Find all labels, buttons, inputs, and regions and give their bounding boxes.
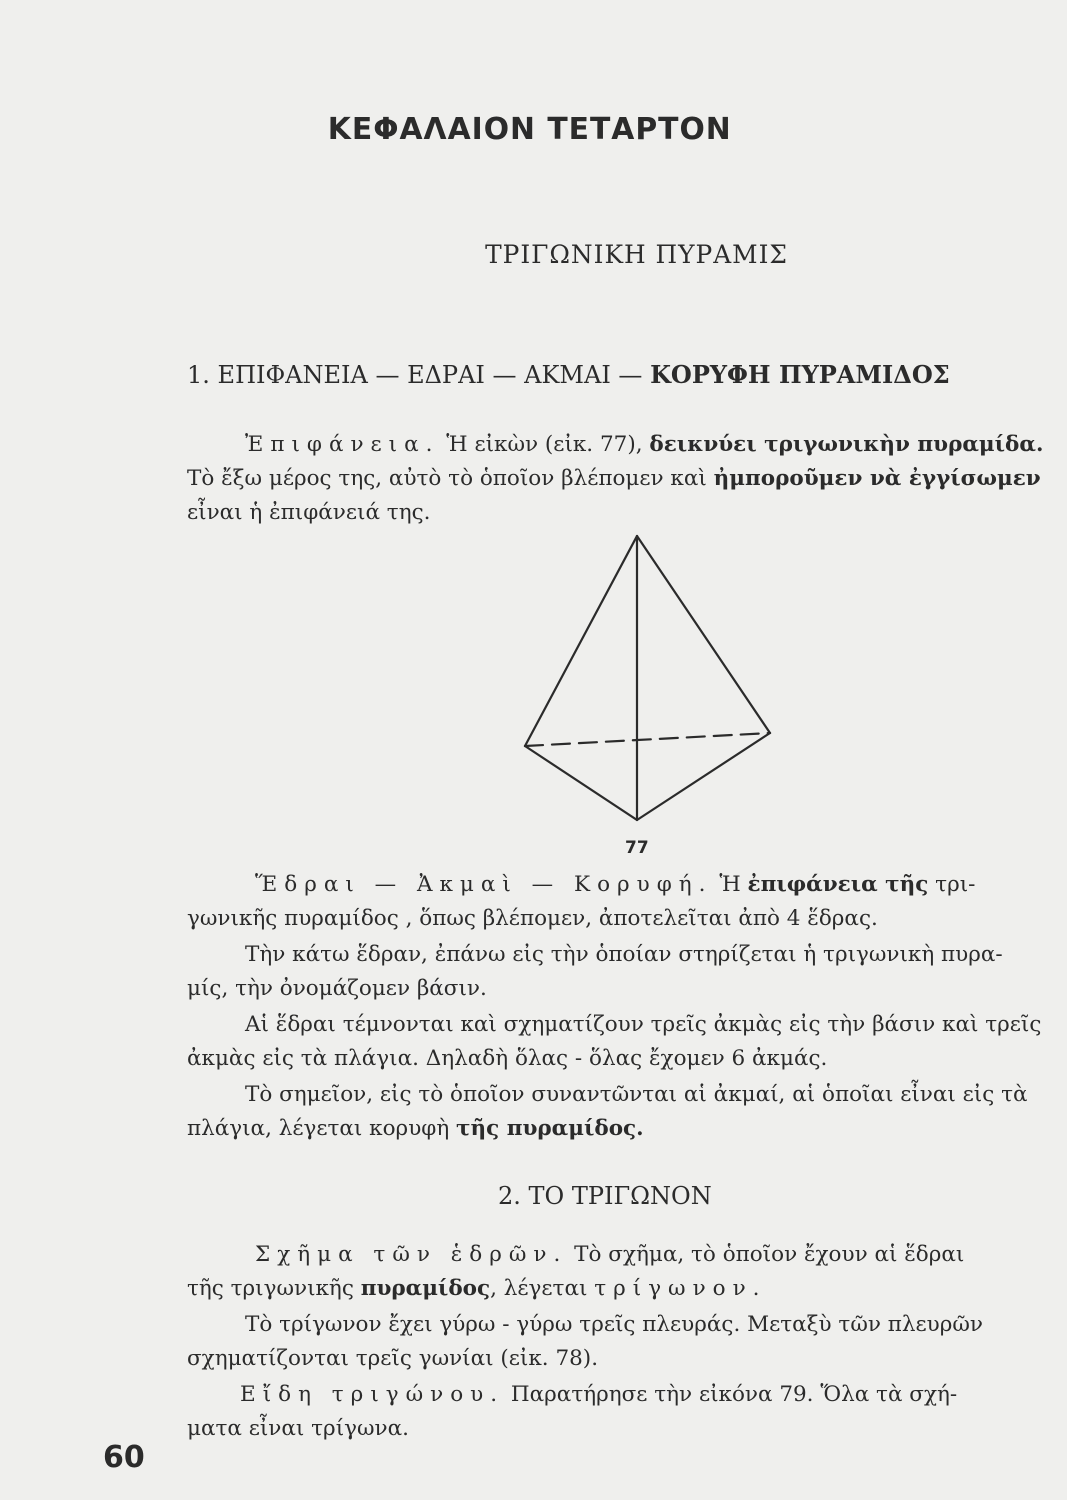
pyramid-figure	[515, 528, 785, 838]
edge-left-lateral	[525, 536, 637, 746]
page-number: 60	[103, 1440, 145, 1475]
term-trigonon: τρίγωνον.	[594, 1276, 767, 1301]
term-edrai: Ἕδραι — Ἀκμαὶ — Κορυφή.	[255, 872, 713, 897]
section-1-heading	[187, 360, 950, 389]
epifaneia-line-1-bold: δεικνύει τριγωνικὴν πυραμίδα.	[649, 432, 1044, 457]
edge-base-front-right	[637, 733, 770, 820]
edrai-line-1-end: τρι-	[928, 872, 976, 897]
section-2-number: 2.	[498, 1182, 521, 1210]
term-eidi: Εἴδη τριγώνου.	[240, 1382, 505, 1407]
eidi-line-2: ματα εἶναι τρίγωνα.	[187, 1416, 409, 1441]
term-schima: Σχῆμα τῶν ἑδρῶν.	[255, 1242, 568, 1267]
epifaneia-line-2-plain: Τὸ ἔξω μέρος της, αὐτὸ τὸ ὁποῖον βλέπομεν καὶ	[187, 466, 714, 491]
epifaneia-line-2-bold: ἠμποροῦμεν νὰ ἐγγίσωμεν	[713, 466, 1041, 491]
akmai-line-2: ἀκμὰς εἰς τὰ πλάγια. Δηλαδὴ ὅλας - ὅλας ἔχομεν 6 ἀκμάς.	[187, 1046, 828, 1071]
figure-number: 77	[625, 838, 649, 858]
koryfi-line-2-plain: πλάγια, λέγεται κορυφὴ	[187, 1116, 457, 1141]
koryfi-line-1: Τὸ σημεῖον, εἰς τὸ ὁποῖον συναντῶνται αἱ ἀκμαί, αἱ ὁποῖαι εἶναι εἰς τὰ	[245, 1082, 1028, 1107]
edrai-line-1-plain: Ἡ	[712, 872, 748, 897]
base-line-2: μίς, τὴν ὀνομάζομεν βάσιν.	[187, 976, 487, 1001]
edrai-line-1-bold: ἐπιφάνεια τῆς	[747, 872, 929, 897]
epifaneia-line-3: εἶναι ἡ ἐπιφάνειά της.	[187, 500, 431, 525]
edrai-line-1	[255, 872, 975, 897]
trigonon-line-2	[187, 1276, 767, 1301]
trigonon-line-2-mid: , λέγεται	[490, 1276, 595, 1301]
epifaneia-line-1	[245, 432, 1043, 457]
subtitle: ΤΡΙΓΩΝΙΚΗ ΠΥΡΑΜΙΣ	[485, 240, 788, 269]
eidi-line-1	[240, 1382, 957, 1407]
section-1-heading-bold: ΚΟΡΥΦΗ ΠΥΡΑΜΙΔΟΣ	[650, 360, 950, 389]
section-2-title: ΤΟ ΤΡΙΓΩΝΟΝ	[528, 1182, 712, 1210]
trigonon-line-2-plain: τῆς τριγωνικῆς	[187, 1276, 361, 1301]
term-epifaneia: Ἐπιφάνεια.	[245, 432, 440, 457]
section-2-heading	[498, 1182, 712, 1210]
pleures-line-2: σχηματίζονται τρεῖς γωνίαι (εἰκ. 78).	[187, 1346, 599, 1371]
section-1-heading-plain: ΕΠΙΦΑΝΕΙΑ — ΕΔΡΑΙ — ΑΚΜΑΙ —	[217, 361, 651, 389]
edge-right-lateral	[637, 536, 770, 733]
akmai-line-1: Αἱ ἕδραι τέμνονται καὶ σχηματίζουν τρεῖς ἀκμὰς εἰς τὴν βάσιν καὶ τρεῖς	[245, 1012, 1042, 1037]
epifaneia-line-2	[187, 466, 1041, 491]
trigonon-line-2-bold: πυραμίδος	[360, 1276, 491, 1301]
trigonon-line-1-rest: Τὸ σχῆμα, τὸ ὁποῖον ἔχουν αἱ ἕδραι	[567, 1242, 965, 1267]
epifaneia-line-1-plain: Ἡ εἰκὼν (εἰκ. 77),	[439, 432, 650, 457]
edge-base-front-left	[525, 746, 637, 820]
pleures-line-1: Τὸ τρίγωνον ἔχει γύρω - γύρω τρεῖς πλευράς. Μεταξὺ τῶν πλευρῶν	[245, 1312, 983, 1337]
edrai-line-2: γωνικῆς πυραμίδος , ὅπως βλέπομεν, ἀποτελεῖται ἀπὸ 4 ἕδρας.	[187, 906, 878, 931]
edge-base-hidden	[525, 733, 770, 746]
section-1-number: 1.	[187, 361, 210, 389]
koryfi-line-2-bold: τῆς πυραμίδος.	[456, 1116, 644, 1141]
koryfi-line-2	[187, 1116, 644, 1141]
chapter-title: ΚΕΦΑΛΑΙΟΝ ΤΕΤΑΡΤΟΝ	[327, 112, 732, 147]
base-line-1: Τὴν κάτω ἕδραν, ἐπάνω εἰς τὴν ὁποίαν στηρίζεται ἡ τριγωνικὴ πυρα-	[245, 942, 1003, 967]
trigonon-line-1	[255, 1242, 964, 1267]
eidi-line-1-rest: Παρατήρησε τὴν εἰκόνα 79. Ὅλα τὰ σχή-	[504, 1382, 958, 1407]
